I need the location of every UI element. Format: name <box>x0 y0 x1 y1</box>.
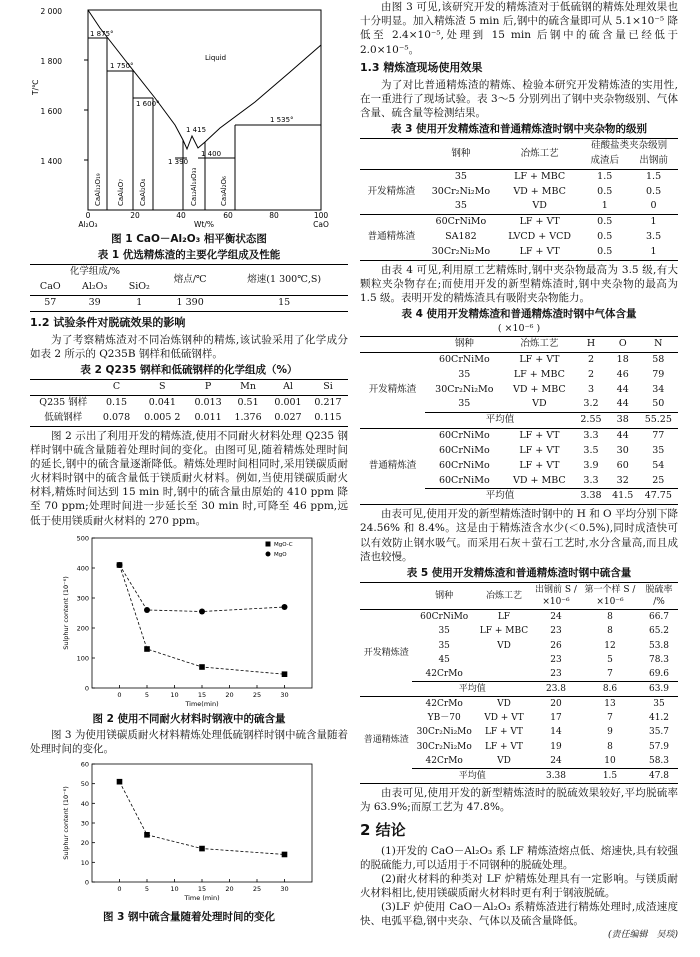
fig1-y-tick: 2 000 <box>40 7 62 16</box>
table4-cell: LF + VT <box>519 430 560 442</box>
table3-cell: LF + VT <box>519 245 560 257</box>
section-1-3-title: 1.3 精炼渣现场使用效果 <box>360 60 483 74</box>
fig1-x-tick: 60 <box>223 211 233 220</box>
table2-cell: 0.001 <box>274 396 302 408</box>
table4-cell: 60CrNiMo <box>438 474 490 486</box>
table2-header <box>30 380 97 396</box>
table4-cell: 60CrNiMo <box>438 459 490 471</box>
table4-cell: 44 <box>616 398 629 410</box>
fig3-point <box>117 779 123 785</box>
table4-cell: 3 <box>587 383 594 395</box>
fig1-phase-label: Ca₁₂Al₁₄O₃₃ <box>190 167 198 206</box>
fig2-legend-label: MgO <box>274 551 287 558</box>
table5-cell: 8 <box>607 741 613 752</box>
table3-h-group: 硅酸盐类夹杂级别 <box>591 140 668 152</box>
table3-cell: 1 <box>650 216 657 228</box>
table4-cell: LF + VT <box>519 444 560 456</box>
table4-cell: 30 <box>616 444 629 456</box>
table2-header: C <box>112 381 121 393</box>
table2-cell: 0.115 <box>314 411 342 423</box>
table5-group2: 普通精炼渣 <box>363 734 409 745</box>
table3-caption: 表 3 使用开发精炼渣和普通精炼渣时钢中夹杂物的级别 <box>390 123 648 136</box>
table4-cell: 3.3 <box>583 474 599 486</box>
conclusion-item: (1)开发的 CaO－Al₂O₃ 系 LF 精炼渣熔点低、熔速快,具有较强的脱硫能力,可以适用于不同钢种的脱硫处理。 <box>360 844 678 871</box>
table4-cell: 3.9 <box>583 459 599 471</box>
fig2-point <box>117 562 123 568</box>
fig2-x-axis-label: Time(min) <box>185 699 219 708</box>
table2-cell: 0.041 <box>148 396 176 408</box>
table1-caption: 表 1 优选精炼渣的主要化学组成及性能 <box>97 249 281 262</box>
fig1-temp-label: 1 390 <box>168 158 189 166</box>
table3-cell: 30Cr₂Ni₂Mo <box>431 245 491 257</box>
fig1-region-label: Liquid <box>205 54 227 62</box>
table5-cell: 35.7 <box>648 727 670 738</box>
table3-cell: SA182 <box>445 231 477 243</box>
table5-cell: 65.2 <box>648 626 670 637</box>
table4-avg: 55.25 <box>644 414 672 426</box>
conclusion-title: 2 结论 <box>360 821 406 840</box>
table5-cell: 66.7 <box>648 612 670 623</box>
table5-cell: 9 <box>607 727 613 738</box>
table5-cell: 10 <box>604 755 616 766</box>
table4-cell: LF + VT <box>519 459 560 471</box>
table4-header: H <box>586 338 596 350</box>
table5-cell <box>476 653 532 667</box>
table3-cell: 3.5 <box>646 231 662 243</box>
table5-cell: 17 <box>550 713 562 724</box>
table2-cell: 0.013 <box>194 396 222 408</box>
table4-cell: 46 <box>616 368 629 380</box>
table4-cell: 3.3 <box>583 430 599 442</box>
table3-h-process: 冶炼工艺 <box>520 147 559 159</box>
table3-cell: LVCD + VCD <box>508 231 571 243</box>
fig2-point <box>144 607 150 613</box>
fig2-point <box>282 671 288 677</box>
table4-cell: 34 <box>652 383 665 395</box>
table4-cell: 58 <box>652 354 665 366</box>
fig3-x-tick-label: 15 <box>197 885 207 894</box>
table5-cell: 12 <box>604 640 616 651</box>
table5 <box>360 582 678 784</box>
table3-cell: 35 <box>454 200 467 212</box>
table5-cell: 58.3 <box>648 755 670 766</box>
fig2-x-tick-label: 30 <box>280 690 289 699</box>
table5-cell: 45 <box>438 654 450 665</box>
fig1-temp-label: 1 535° <box>270 116 294 124</box>
table2-cell: 低硫钢样 <box>44 411 83 423</box>
table5-avg: 63.9 <box>648 684 670 694</box>
table2-header: Mn <box>240 381 256 393</box>
fig3-y-tick-label: 50 <box>80 780 89 789</box>
table4-cell: 60CrNiMo <box>438 354 490 366</box>
fig2-chart <box>30 532 348 710</box>
table1-head-group: 化学组成/% <box>69 266 121 278</box>
table5-header: 出钢前 S /×10⁻⁶ <box>535 585 577 608</box>
fig2-series-line <box>120 565 285 612</box>
table3-cell: 60CrNiMo <box>435 216 487 228</box>
table3-group2: 普通精炼渣 <box>367 231 416 243</box>
table5-cell: LF + MBC <box>479 626 529 637</box>
fig1-phase-label: Ca₃Al₂O₆ <box>220 176 228 206</box>
table3-h-before: 成渣后 <box>590 155 619 167</box>
table5-cell: 30Cr₂Ni₂Mo <box>416 741 472 752</box>
fig2-y-tick-label: 300 <box>76 594 89 603</box>
table3 <box>360 138 678 261</box>
table5-cell: 7 <box>607 668 613 679</box>
table4-cell: 35 <box>458 368 471 380</box>
table3-cell: 0.5 <box>597 185 613 197</box>
fig2-point <box>199 664 205 670</box>
table1-cell: 15 <box>278 296 291 308</box>
fig3-y-tick-label: 40 <box>80 800 89 809</box>
table4-cell: 50 <box>652 398 665 410</box>
fig3-x-tick-label: 5 <box>144 885 150 894</box>
table2-caption: 表 2 Q235 钢样和低硫钢样的化学组成（%） <box>80 363 298 376</box>
table4-cell: 60CrNiMo <box>438 444 490 456</box>
table2-cell: 0.217 <box>314 396 342 408</box>
table4-cell: 32 <box>616 474 629 486</box>
table5-avg: 3.38 <box>545 770 567 781</box>
table4-group2: 普通精炼渣 <box>368 460 417 472</box>
table5-discussion: 由表可见,使用开发的新型精炼渣时的脱硫效果较好,平均脱硫率为 63.9%;而原工艺为 47.8%。 <box>360 786 678 814</box>
table2-header: Al <box>283 381 293 393</box>
table3-h-after: 出钢前 <box>639 155 668 167</box>
table1-col: SiO₂ <box>128 281 150 293</box>
table3-cell: 30Cr₂Ni₂Mo <box>431 185 491 197</box>
fig1-temp-label: 1 415 <box>186 126 207 134</box>
fig3-x-tick-label: 30 <box>280 885 289 894</box>
table5-cell: 23 <box>550 626 562 637</box>
table4-cell: 77 <box>652 430 665 442</box>
table1-col: CaO <box>39 281 61 293</box>
table1-cell: 1 390 <box>176 296 204 308</box>
table1-head-melt: 熔点/℃ <box>173 273 207 285</box>
fig3-y-tick-label: 0 <box>84 878 89 887</box>
fig3-y-tick-label: 30 <box>80 819 89 828</box>
fig1-x-axis-label: Wt/% <box>193 220 215 229</box>
table5-header: 钢种 <box>435 591 454 602</box>
table5-cell: 5 <box>607 654 613 665</box>
fig2-y-tick-label: 200 <box>76 624 89 633</box>
table5-caption: 表 5 使用开发精炼渣和普通精炼渣时钢中硫含量 <box>406 566 632 579</box>
table2-cell: Q235 钢样 <box>39 396 88 408</box>
table5-cell: 14 <box>550 727 562 738</box>
fig3-caption: 图 3 钢中硫含量随着处理时间的变化 <box>102 911 276 924</box>
section-1-2-title: 1.2 试验条件对脱硫效果的影响 <box>30 315 186 329</box>
fig3-x-tick-label: 25 <box>252 885 262 894</box>
table2-cell: 0.011 <box>194 411 222 423</box>
table5-cell: 57.9 <box>648 741 670 752</box>
fig2-x-tick-label: 20 <box>225 690 234 699</box>
table4-caption: 表 4 使用开发精炼渣和普通精炼渣时钢中气体含量 <box>401 308 637 321</box>
table5-cell: 53.8 <box>648 640 670 651</box>
table3-cell: 1.5 <box>597 170 613 182</box>
table3-cell: 0 <box>650 200 657 212</box>
table3-cell: VD <box>532 200 547 212</box>
fig1-phase-label: CaAl₁₂O₁₉ <box>94 173 102 206</box>
fig2-x-tick-label: 5 <box>144 690 150 699</box>
table1-cell: 1 <box>136 296 143 308</box>
table5-cell: VD + VT <box>484 713 524 724</box>
table3-group1: 开发精炼渣 <box>367 185 416 197</box>
table5-cell: 42CrMo <box>425 755 463 766</box>
table1-cell: 39 <box>88 296 101 308</box>
fig1-x-tick: 80 <box>269 211 279 220</box>
left-column <box>30 0 348 926</box>
table4-header: 冶炼工艺 <box>520 338 559 350</box>
table5-cell: YB－70 <box>427 713 461 724</box>
table4-header: O <box>618 338 627 350</box>
table4-avg-label: 平均值 <box>485 414 515 426</box>
fig3-x-axis-label: Time (min) <box>184 894 220 903</box>
table4-cell: 54 <box>652 459 665 471</box>
fig2-point <box>199 608 205 614</box>
table5-cell: 19 <box>550 741 562 752</box>
table4-cell: 18 <box>616 354 629 366</box>
table5-header: 冶炼工艺 <box>485 591 522 602</box>
table4-cell: 44 <box>616 430 629 442</box>
table4-cell: VD <box>532 398 547 410</box>
table3-cell: 1 <box>601 200 608 212</box>
fig2-point <box>282 604 288 610</box>
fig1-temp-label: 1 600° <box>136 100 160 108</box>
fig1-x-tick: 0 <box>85 211 91 220</box>
table4-intro: 由表 4 可见,利用原工艺精炼时,钢中夹杂物最高为 3.5 级,有大颗粒夹杂物存在;而使用开发的新型精炼渣时,钢中夹杂物的最高为 1.5 级。表明开发的精炼渣具有吸附夹杂物能力。 <box>360 263 678 305</box>
table3-cell: LF + MBC <box>514 170 566 182</box>
table5-intro: 由表可见,使用开发的新型精炼渣时钢中的 H 和 O 平均分别下降 24.56% 和 8.4%。这是由于精炼渣含水少(＜0.5%),同时成渣快可以有效防止钢水吸气。而采用石灰＋萤石工艺时,水分含量高,而且成渣也较慢。 <box>360 508 678 563</box>
fig3-intro: 图 3 为使用镁碳质耐火材料精炼处理低硫钢样时钢中硫含量随着处理时间的变化。 <box>30 728 348 756</box>
right-column <box>360 0 678 941</box>
table5-cell: 35 <box>653 699 665 710</box>
table1-col: Al₂O₃ <box>81 281 108 293</box>
section-1-3-para: 为了对比普通精炼渣的精炼、检验本研究开发精炼渣的实用性,在一重进行了现场试验。表 3～5 分别列出了钢中夹杂物级别、气体含量、硫含量等检测结果。 <box>360 78 678 119</box>
editor-note: (责任编辑 吴琰) <box>607 929 678 940</box>
table1-head-speed: 熔速(1 300℃,S) <box>247 273 322 285</box>
table2-header: S <box>159 381 166 393</box>
right-intro: 由图 3 可见,该研究开发的精炼渣对于低硫钢的精炼处理效果也十分明显。加入精炼渣 5 min 后,钢中的硫含量即可从 5.1×10⁻⁵ 降低至 2.4×10⁻⁵,处理到 15 min 后钢中的硫含量已经低于 2.0×10⁻⁵。 <box>360 1 678 56</box>
table5-avg: 1.5 <box>602 770 618 781</box>
table4-avg: 41.5 <box>612 490 634 502</box>
table3-cell: 0.5 <box>597 216 613 228</box>
fig2-y-tick-label: 100 <box>76 654 89 663</box>
table5-cell: VD <box>497 699 511 710</box>
phase-diagram <box>30 0 348 230</box>
table5-avg: 47.8 <box>648 770 670 781</box>
table4-cell: 30Cr₂Ni₂Mo <box>435 383 494 395</box>
table3-cell: 0.5 <box>597 245 613 257</box>
conclusion-item: (2)耐火材料的种类对 LF 炉精炼处理具有一定影响。与镁质耐火材料相比,使用镁碳质耐火材料时更有利于钢液脱硫。 <box>360 872 678 900</box>
table5-group1: 开发精炼渣 <box>363 648 409 659</box>
table4-avg: 3.38 <box>580 490 602 502</box>
fig2-x-tick-label: 10 <box>170 690 179 699</box>
table4-cell: VD + MBC <box>513 474 566 486</box>
table5-cell: 35 <box>438 640 450 651</box>
table4-cell: 3.2 <box>583 398 599 410</box>
fig2-legend-marker <box>266 551 271 556</box>
table5-cell: 23 <box>550 668 562 679</box>
table3-cell: 35 <box>454 170 467 182</box>
table4-cell: LF + MBC <box>513 368 565 380</box>
table5-cell: 42CrMo <box>425 699 463 710</box>
table3-cell: VD + MBC <box>513 185 566 197</box>
fig1-phase-label: CaAl₄O₇ <box>117 178 125 206</box>
fig1-x-left-label: Al₂O₃ <box>78 220 98 229</box>
table4-cell: 60CrNiMo <box>438 430 490 442</box>
table5-cell: 24 <box>550 612 562 623</box>
fig2-point <box>144 646 150 652</box>
table2-cell: 0.005 2 <box>144 411 181 423</box>
table4-cell: 44 <box>616 383 629 395</box>
fig2-x-tick-label: 0 <box>117 690 122 699</box>
fig3-x-tick-label: 0 <box>117 885 122 894</box>
table5-cell: VD <box>497 640 511 651</box>
table4-cell: 79 <box>652 368 665 380</box>
fig1-phase-label: CaAl₂O₄ <box>139 178 147 206</box>
table5-avg: 8.6 <box>602 684 618 694</box>
table2-header: Si <box>323 381 333 393</box>
table3-h-steel: 钢种 <box>451 147 471 159</box>
table4-cell: 35 <box>652 444 665 456</box>
table5-cell: 13 <box>604 699 616 710</box>
fig3-x-tick-label: 20 <box>225 885 234 894</box>
table5-cell: 78.3 <box>648 654 670 665</box>
fig2-series-line <box>120 565 285 674</box>
table1 <box>30 264 348 311</box>
table5-cell: 30Cr₂Ni₂Mo <box>416 727 472 738</box>
fig2-x-tick-label: 15 <box>197 690 207 699</box>
table4-avg: 38 <box>616 414 629 426</box>
table4-avg: 2.55 <box>580 414 602 426</box>
table4-cell: VD + MBC <box>513 383 566 395</box>
table5-avg-label: 平均值 <box>458 684 486 694</box>
fig3-y-tick-label: 60 <box>80 760 89 769</box>
table5-cell <box>476 667 532 682</box>
fig1-y-tick: 1 600 <box>40 107 62 116</box>
table3-cell: 1 <box>650 245 657 257</box>
fig3-series-line <box>120 782 285 855</box>
fig1-x-tick: 40 <box>176 211 186 220</box>
table3-cell: 0.5 <box>646 185 662 197</box>
fig1-temp-label: 1 750° <box>110 62 134 70</box>
fig1-y-tick: 1 400 <box>40 157 62 166</box>
table4-avg-label: 平均值 <box>485 490 515 502</box>
table4-header: 钢种 <box>454 338 474 350</box>
table5-cell: 35 <box>438 626 450 637</box>
fig2-x-tick-label: 25 <box>252 690 262 699</box>
table2-cell: 0.51 <box>237 396 259 408</box>
table2-cell: 0.078 <box>102 411 131 423</box>
table2 <box>30 379 348 426</box>
table4-cell: LF + VT <box>519 354 560 366</box>
fig3-x-tick-label: 10 <box>170 885 179 894</box>
table2-header: P <box>204 381 212 393</box>
fig3-point <box>199 846 205 852</box>
table5-avg-label: 平均值 <box>458 770 486 781</box>
table5-cell: 60CrNiMo <box>420 612 469 623</box>
table5-header: 脱硫率 /% <box>645 585 673 608</box>
table4-unit: ( ×10⁻⁶ ) <box>497 323 541 335</box>
table4-group1: 开发精炼渣 <box>368 384 417 396</box>
fig2-caption: 图 2 使用不同耐火材料时钢液中的硫含量 <box>92 712 286 725</box>
table4-cell: 2 <box>587 368 594 380</box>
fig1-temp-label: 1 875° <box>90 30 114 38</box>
table4-header: N <box>654 338 663 350</box>
fig3-chart <box>30 758 348 908</box>
fig1-x-tick: 20 <box>130 211 140 220</box>
table5-cell: LF + VT <box>484 741 523 752</box>
fig1-x-right-label: CaO <box>313 220 329 229</box>
table5-cell: 24 <box>550 755 562 766</box>
table5-cell: 26 <box>550 640 562 651</box>
table1-cell: 57 <box>44 296 57 308</box>
fig2-y-tick-label: 400 <box>76 564 89 573</box>
fig2-y-tick-label: 0 <box>84 684 89 693</box>
fig2-legend-marker <box>266 541 271 546</box>
fig1-y-tick: 1 800 <box>40 57 62 66</box>
table5-cell: 8 <box>607 626 613 637</box>
table5-avg: 23.8 <box>545 684 567 694</box>
table2-cell: 0.15 <box>105 396 128 408</box>
fig1-caption: 图 1 CaO－Al₂O₃ 相平衡状态图 <box>111 233 267 245</box>
table4 <box>360 336 678 505</box>
table2-cell: 0.027 <box>274 411 302 423</box>
table3-cell: 0.5 <box>597 231 613 243</box>
table5-cell: 20 <box>550 699 562 710</box>
section-1-2-para: 为了考察精炼渣对不同冶炼钢种的精炼,该试验采用了化学成分如表 2 所示的 Q235B 钢样和低硫钢样。 <box>30 333 348 360</box>
table4-cell: 25 <box>652 474 665 486</box>
table5-cell: 41.2 <box>648 713 670 724</box>
table5-cell: 23 <box>550 654 562 665</box>
table2-cell: 1.376 <box>234 411 262 423</box>
fig3-point <box>144 832 150 838</box>
table5-cell: 69.6 <box>648 668 670 679</box>
table4-cell: 60 <box>616 459 629 471</box>
table5-cell: 42CrMo <box>425 668 463 679</box>
fig1-y-label: T/℃ <box>31 79 40 95</box>
fig2-y-tick-label: 500 <box>76 534 89 543</box>
fig3-plot-frame <box>92 764 312 882</box>
fig1-temp-label: 1 400 <box>201 150 222 158</box>
fig2-legend-label: MgO-C <box>274 541 293 548</box>
table4-cell: 35 <box>458 398 471 410</box>
fig3-y-tick-label: 10 <box>80 859 89 868</box>
table5-cell: 7 <box>607 713 613 724</box>
fig3-point <box>282 852 288 858</box>
table4-cell: 3.5 <box>583 444 599 456</box>
fig3-y-tick-label: 20 <box>80 839 89 848</box>
fig3-y-axis-label: Sulphur content (10⁻⁶) <box>62 786 70 861</box>
fig1-x-tick: 100 <box>313 211 329 220</box>
table3-cell: LF + VT <box>519 216 560 228</box>
conclusion-item: (3)LF 炉使用 CaO－Al₂O₃ 系精炼渣进行精炼处理时,成渣速度快、电弧平稳,钢中夹杂、气体以及硫含量降低。 <box>360 901 678 928</box>
table4-cell: 2 <box>587 354 594 366</box>
table5-header: 第一个样 S /×10⁻⁶ <box>584 585 636 608</box>
table5-cell: 8 <box>607 612 613 623</box>
fig2-discussion: 图 2 示出了利用开发的精炼渣,使用不同耐火材料处理 Q235 钢样时钢中硫含量随着处理时间的变化。由图可见,随着精炼处理时间的延长,钢中的硫含量逐渐降低。精炼处理时间相同时,采用镁碳质耐火材料时钢中的硫含量低于镁质耐火材料。例如,当使用镁碳质耐火材料,精炼时间达到 15 min 时,钢中的硫含量由原始的 410 ppm 降至 70 ppm;处理时间进一步延长至 30 min 时,可降至 46 ppm,远低于使用镁质耐火材料的 270 ppm。 <box>30 429 348 527</box>
table4-avg: 47.75 <box>644 490 672 502</box>
table5-cell: LF + VT <box>484 727 523 738</box>
fig2-y-axis-label: Sulphur content (10⁻⁶) <box>62 576 70 650</box>
table5-cell: LF <box>497 612 511 623</box>
table5-cell: VD <box>497 755 511 766</box>
table3-cell: 1.5 <box>646 170 662 182</box>
